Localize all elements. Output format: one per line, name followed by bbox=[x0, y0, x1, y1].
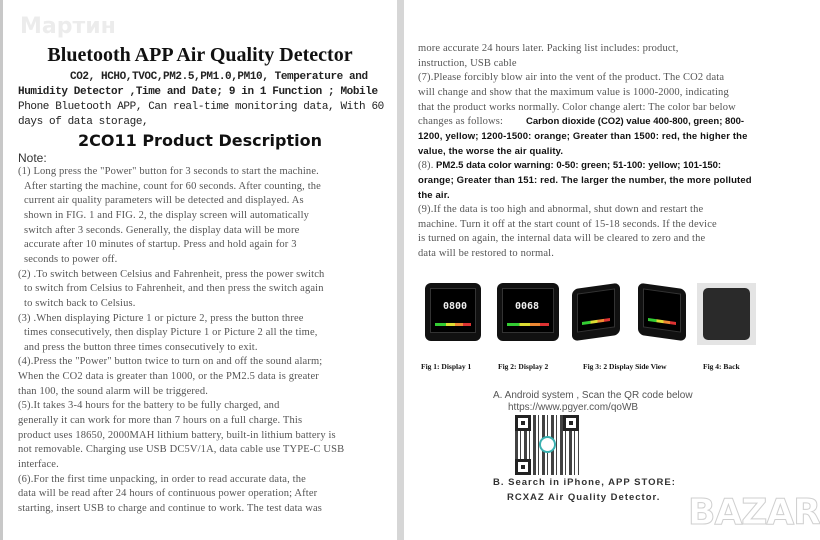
text-line: (9).If the data is too high and abnormal, shut down and restart the bbox=[418, 204, 704, 216]
text-line: accurate after 10 minutes of startup. Press and hold again for 3 bbox=[24, 239, 297, 251]
document-title: Bluetooth APP Air Quality Detector bbox=[47, 44, 353, 66]
figure-caption: Fig 3: 2 Display Side View bbox=[583, 362, 667, 371]
figure-caption: Fig 2: Display 2 bbox=[498, 362, 549, 371]
co2-reading: 0800 bbox=[443, 301, 468, 312]
text-line: more accurate 24 hours later. Packing list includes: product, bbox=[418, 43, 679, 54]
text-line: (5).It takes 3-4 hours for the battery to be fully charged, and bbox=[18, 400, 280, 412]
text-line: interface. bbox=[18, 459, 59, 470]
text-line: is turned on again, the internal data will be cleared to zero and the bbox=[418, 233, 706, 245]
text-line: shown in FIG. 1 and FIG. 2, the display screen will automatically bbox=[24, 209, 310, 221]
text-line: 1200, yellow; 1200-1500: orange; Greater than 1500: red, the higher the bbox=[418, 130, 748, 142]
android-instruction: A. Android system , Scan the QR code below bbox=[493, 390, 693, 401]
section-heading: 2CO11 Product Description bbox=[78, 131, 322, 150]
text-line: (1) Long press the "Power" button for 3 seconds to start the machine. bbox=[18, 166, 319, 177]
figure-caption: Fig 4: Back bbox=[703, 362, 740, 371]
figure-caption: Fig 1: Display 1 bbox=[421, 362, 472, 371]
page-divider bbox=[397, 0, 404, 540]
figure-display-2 bbox=[497, 283, 559, 341]
text-line: value, the worse the air quality. bbox=[418, 145, 564, 157]
figure-display-1 bbox=[425, 283, 481, 341]
subtitle-line: Phone Bluetooth APP, Can real-time monitoring data, With 60 bbox=[18, 101, 384, 113]
text-line: seconds to power off. bbox=[24, 253, 118, 265]
text-line: current air quality parameters will be detected and displayed. As bbox=[24, 195, 304, 207]
pm-color-rule: PM2.5 data color warning: 0-50: green; 51-100: yellow; 101-150: bbox=[436, 160, 722, 172]
download-url[interactable]: https://www.pgyer.com/qoWB bbox=[508, 402, 639, 413]
pm-reading: 0068 bbox=[515, 301, 540, 312]
figure-back bbox=[697, 283, 756, 345]
text-line: (2) .To switch between Celsius and Fahrenheit, press the power switch bbox=[18, 268, 325, 280]
note-label: Note: bbox=[18, 151, 47, 165]
text-line: machine. Turn it off at the start count of 15-18 seconds. If the device bbox=[418, 218, 717, 230]
text-line: than 100, the sound alarm will be triggered. bbox=[18, 385, 209, 397]
text-line: data will be restored to normal. bbox=[418, 248, 555, 260]
page-edge bbox=[0, 0, 3, 540]
text-line: to switch back to Celsius. bbox=[24, 297, 136, 309]
figure-side-view-a bbox=[572, 283, 620, 342]
watermark-top: Мартин bbox=[20, 14, 116, 39]
text-line: times consecutively, then display Picture 1 or Picture 2 all the time, bbox=[24, 327, 318, 339]
watermark-bottom: BAZAR bbox=[688, 492, 820, 533]
text-line: After starting the machine, count for 60 seconds. After counting, the bbox=[24, 180, 321, 192]
text-line: switch after 3 seconds. Generally, the display data will be more bbox=[24, 224, 300, 236]
text-line: to switch from Celsius to Fahrenheit, and then press the switch again bbox=[24, 283, 324, 295]
text-line: (8). bbox=[418, 160, 434, 172]
qr-finder bbox=[515, 415, 531, 431]
text-line: orange; Greater than 151: red. The larger the number, the more polluted bbox=[418, 174, 752, 186]
text-line: When the CO2 data is greater than 1000, or the PM2.5 data is greater bbox=[18, 371, 319, 383]
text-line: not removable. Charging use USB DC5V/1A, data cable use TYPE-C USB bbox=[18, 444, 345, 456]
app-logo-icon bbox=[539, 436, 556, 453]
text-line: starting, insert USB to charge and continue to work. The test data was bbox=[18, 502, 323, 514]
text-line: instruction, USB cable bbox=[418, 57, 517, 69]
text-line: (7).Please forcibly blow air into the vent of the product. The CO2 data bbox=[418, 72, 725, 84]
subtitle-line: Humidity Detector ,Time and Date; 9 in 1 Function ; Mobile bbox=[18, 86, 378, 98]
subtitle-line: days of data storage, bbox=[18, 116, 149, 128]
text-line: the air. bbox=[418, 189, 450, 201]
text-line: product uses 18650, 2000MAH lithium battery, built-in lithium battery is bbox=[18, 429, 336, 441]
figure-side-view-b bbox=[638, 283, 686, 342]
text-line: that the product works normally. Color change alert: The color bar below bbox=[418, 101, 736, 113]
qr-finder bbox=[563, 415, 579, 431]
text-line: and press the button three times consecutively to exit. bbox=[24, 341, 258, 353]
text-line: will change and show that the maximum value is 1000-2000, indicating bbox=[418, 86, 729, 98]
iphone-instruction: B. Search in iPhone, APP STORE: bbox=[493, 477, 676, 488]
subtitle-line: CO2, HCHO,TVOC,PM2.5,PM1.0,PM10, Temperature and bbox=[70, 71, 368, 83]
text-line: data will be read after 24 hours of continuous power operation; After bbox=[18, 488, 318, 500]
app-name: RCXAZ Air Quality Detector. bbox=[507, 492, 661, 503]
text-line: (4).Press the "Power" button twice to turn on and off the sound alarm; bbox=[18, 356, 323, 368]
text-line: changes as follows: bbox=[418, 116, 504, 128]
text-line: generally it can work for more than 7 hours on a full charge. This bbox=[18, 415, 303, 427]
text-line: (3) .When displaying Picture 1 or picture 2, press the button three bbox=[18, 312, 304, 324]
text-line: (6).For the first time unpacking, in order to read accurate data, the bbox=[18, 473, 306, 485]
qr-finder bbox=[515, 459, 531, 475]
co2-color-rule: Carbon dioxide (CO2) value 400-800, green; 800- bbox=[526, 116, 745, 128]
